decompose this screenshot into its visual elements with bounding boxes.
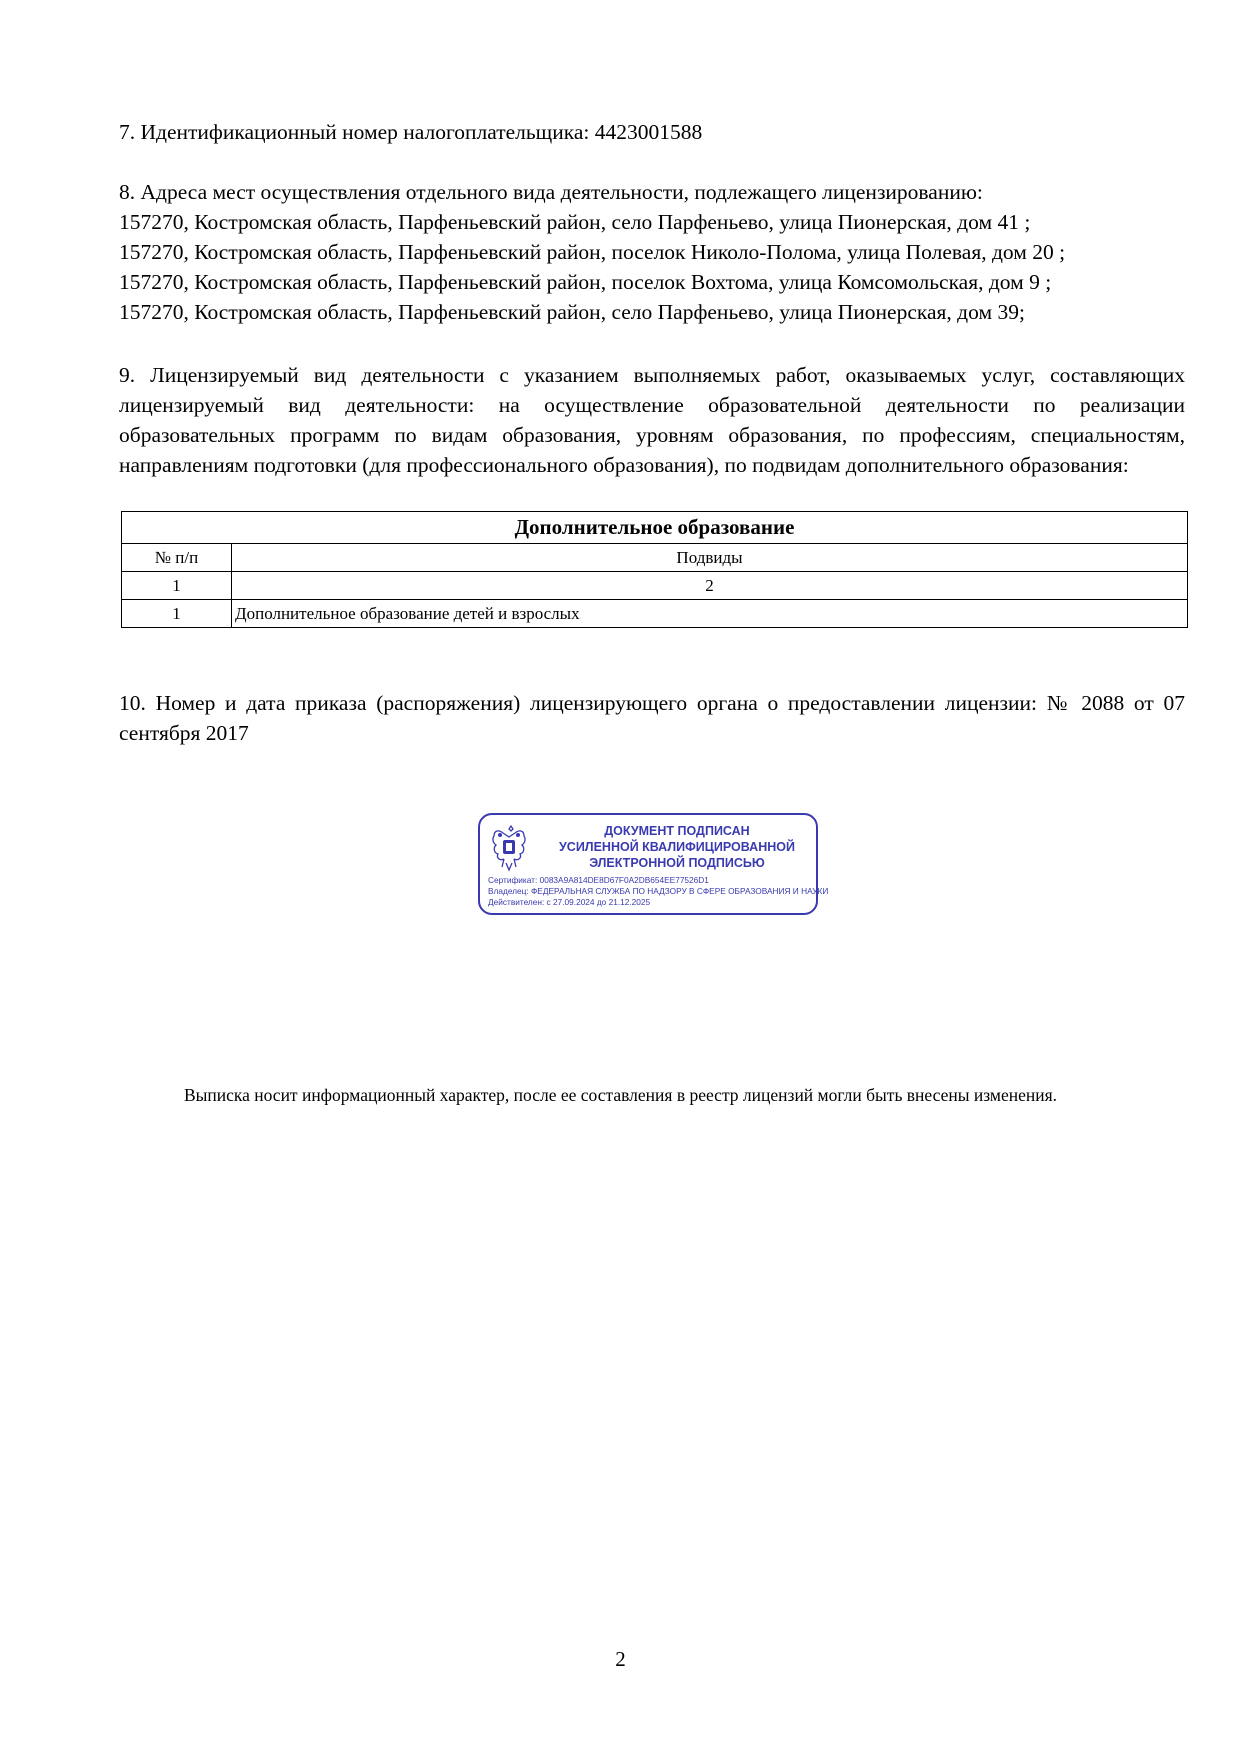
- page-number: 2: [615, 1647, 626, 1671]
- section-9-activity: 9. Лицензируемый вид деятельности с указанием выполняемых работ, оказываемых услуг, составляющих лицензируемый вид деятельности: на осуществление образовательной деятельности по реализации образовательных программ по видам образования, уровням образования, по профессиям, специальностям, направлениям подготовки (для профессионального образования), по подвидам дополнительного образования:: [119, 363, 1185, 477]
- section-8-addresses: [119, 177, 1185, 327]
- stamp-owner: Владелец: ФЕДЕРАЛЬНАЯ СЛУЖБА ПО НАДЗОРУ В СФЕРЕ ОБРАЗОВАНИЯ И НАУКИ: [488, 886, 829, 896]
- electronic-signature-stamp: [478, 813, 829, 915]
- stamp-details: [488, 875, 829, 908]
- numbering-cell: 2: [232, 572, 1188, 600]
- section-7-inn: [119, 117, 1185, 147]
- stamp-heading-line: ДОКУМЕНТ ПОДПИСАН: [604, 824, 750, 838]
- row-number: 1: [122, 600, 232, 628]
- addresses-heading: 8. Адреса мест осуществления отдельного вида деятельности, подлежащего лицензированию:: [119, 180, 983, 204]
- address-item: 157270, Костромская область, Парфеньевский район, село Парфеньево, улица Пионерская, дом 39;: [119, 300, 1025, 324]
- address-item: 157270, Костромская область, Парфеньевский район, поселок Вохтома, улица Комсомольская, дом 9 ;: [119, 270, 1052, 294]
- table-row: [122, 600, 1188, 628]
- numbering-cell: 1: [122, 572, 232, 600]
- informational-footnote: Выписка носит информационный характер, после ее составления в реестр лицензий могли быть внесены изменения.: [183, 1085, 1058, 1105]
- table-numbering-row: [122, 572, 1188, 600]
- table-title-row: [122, 512, 1188, 544]
- table-title: Дополнительное образование: [122, 512, 1188, 544]
- header-number: № п/п: [122, 544, 232, 572]
- stamp-heading-line: УСИЛЕННОЙ КВАЛИФИЦИРОВАННОЙ: [559, 840, 795, 854]
- stamp-certificate: Сертификат: 0083A9A814DE8D67F0A2DB654EE77526D1: [488, 875, 709, 885]
- coat-of-arms-icon: [488, 823, 530, 873]
- stamp-validity: Действителен: с 27.09.2024 до 21.12.2025: [488, 897, 651, 907]
- header-subtypes: Подвиды: [232, 544, 1188, 572]
- additional-education-table: [121, 511, 1188, 628]
- stamp-heading: [542, 823, 812, 871]
- table-header-row: [122, 544, 1188, 572]
- address-item: 157270, Костромская область, Парфеньевский район, село Парфеньево, улица Пионерская, дом 41 ;: [119, 210, 1031, 234]
- section-10-order: 10. Номер и дата приказа (распоряжения) лицензирующего органа о предоставлении лицензии: № 2088 от 07 сентября 2017: [119, 691, 1185, 745]
- inn-text: 7. Идентификационный номер налогоплательщика: 4423001588: [119, 120, 703, 144]
- stamp-heading-line: ЭЛЕКТРОННОЙ ПОДПИСЬЮ: [589, 856, 765, 870]
- row-subtype: Дополнительное образование детей и взрослых: [232, 600, 1188, 628]
- address-item: 157270, Костромская область, Парфеньевский район, поселок Николо-Полома, улица Полевая, дом 20 ;: [119, 240, 1066, 264]
